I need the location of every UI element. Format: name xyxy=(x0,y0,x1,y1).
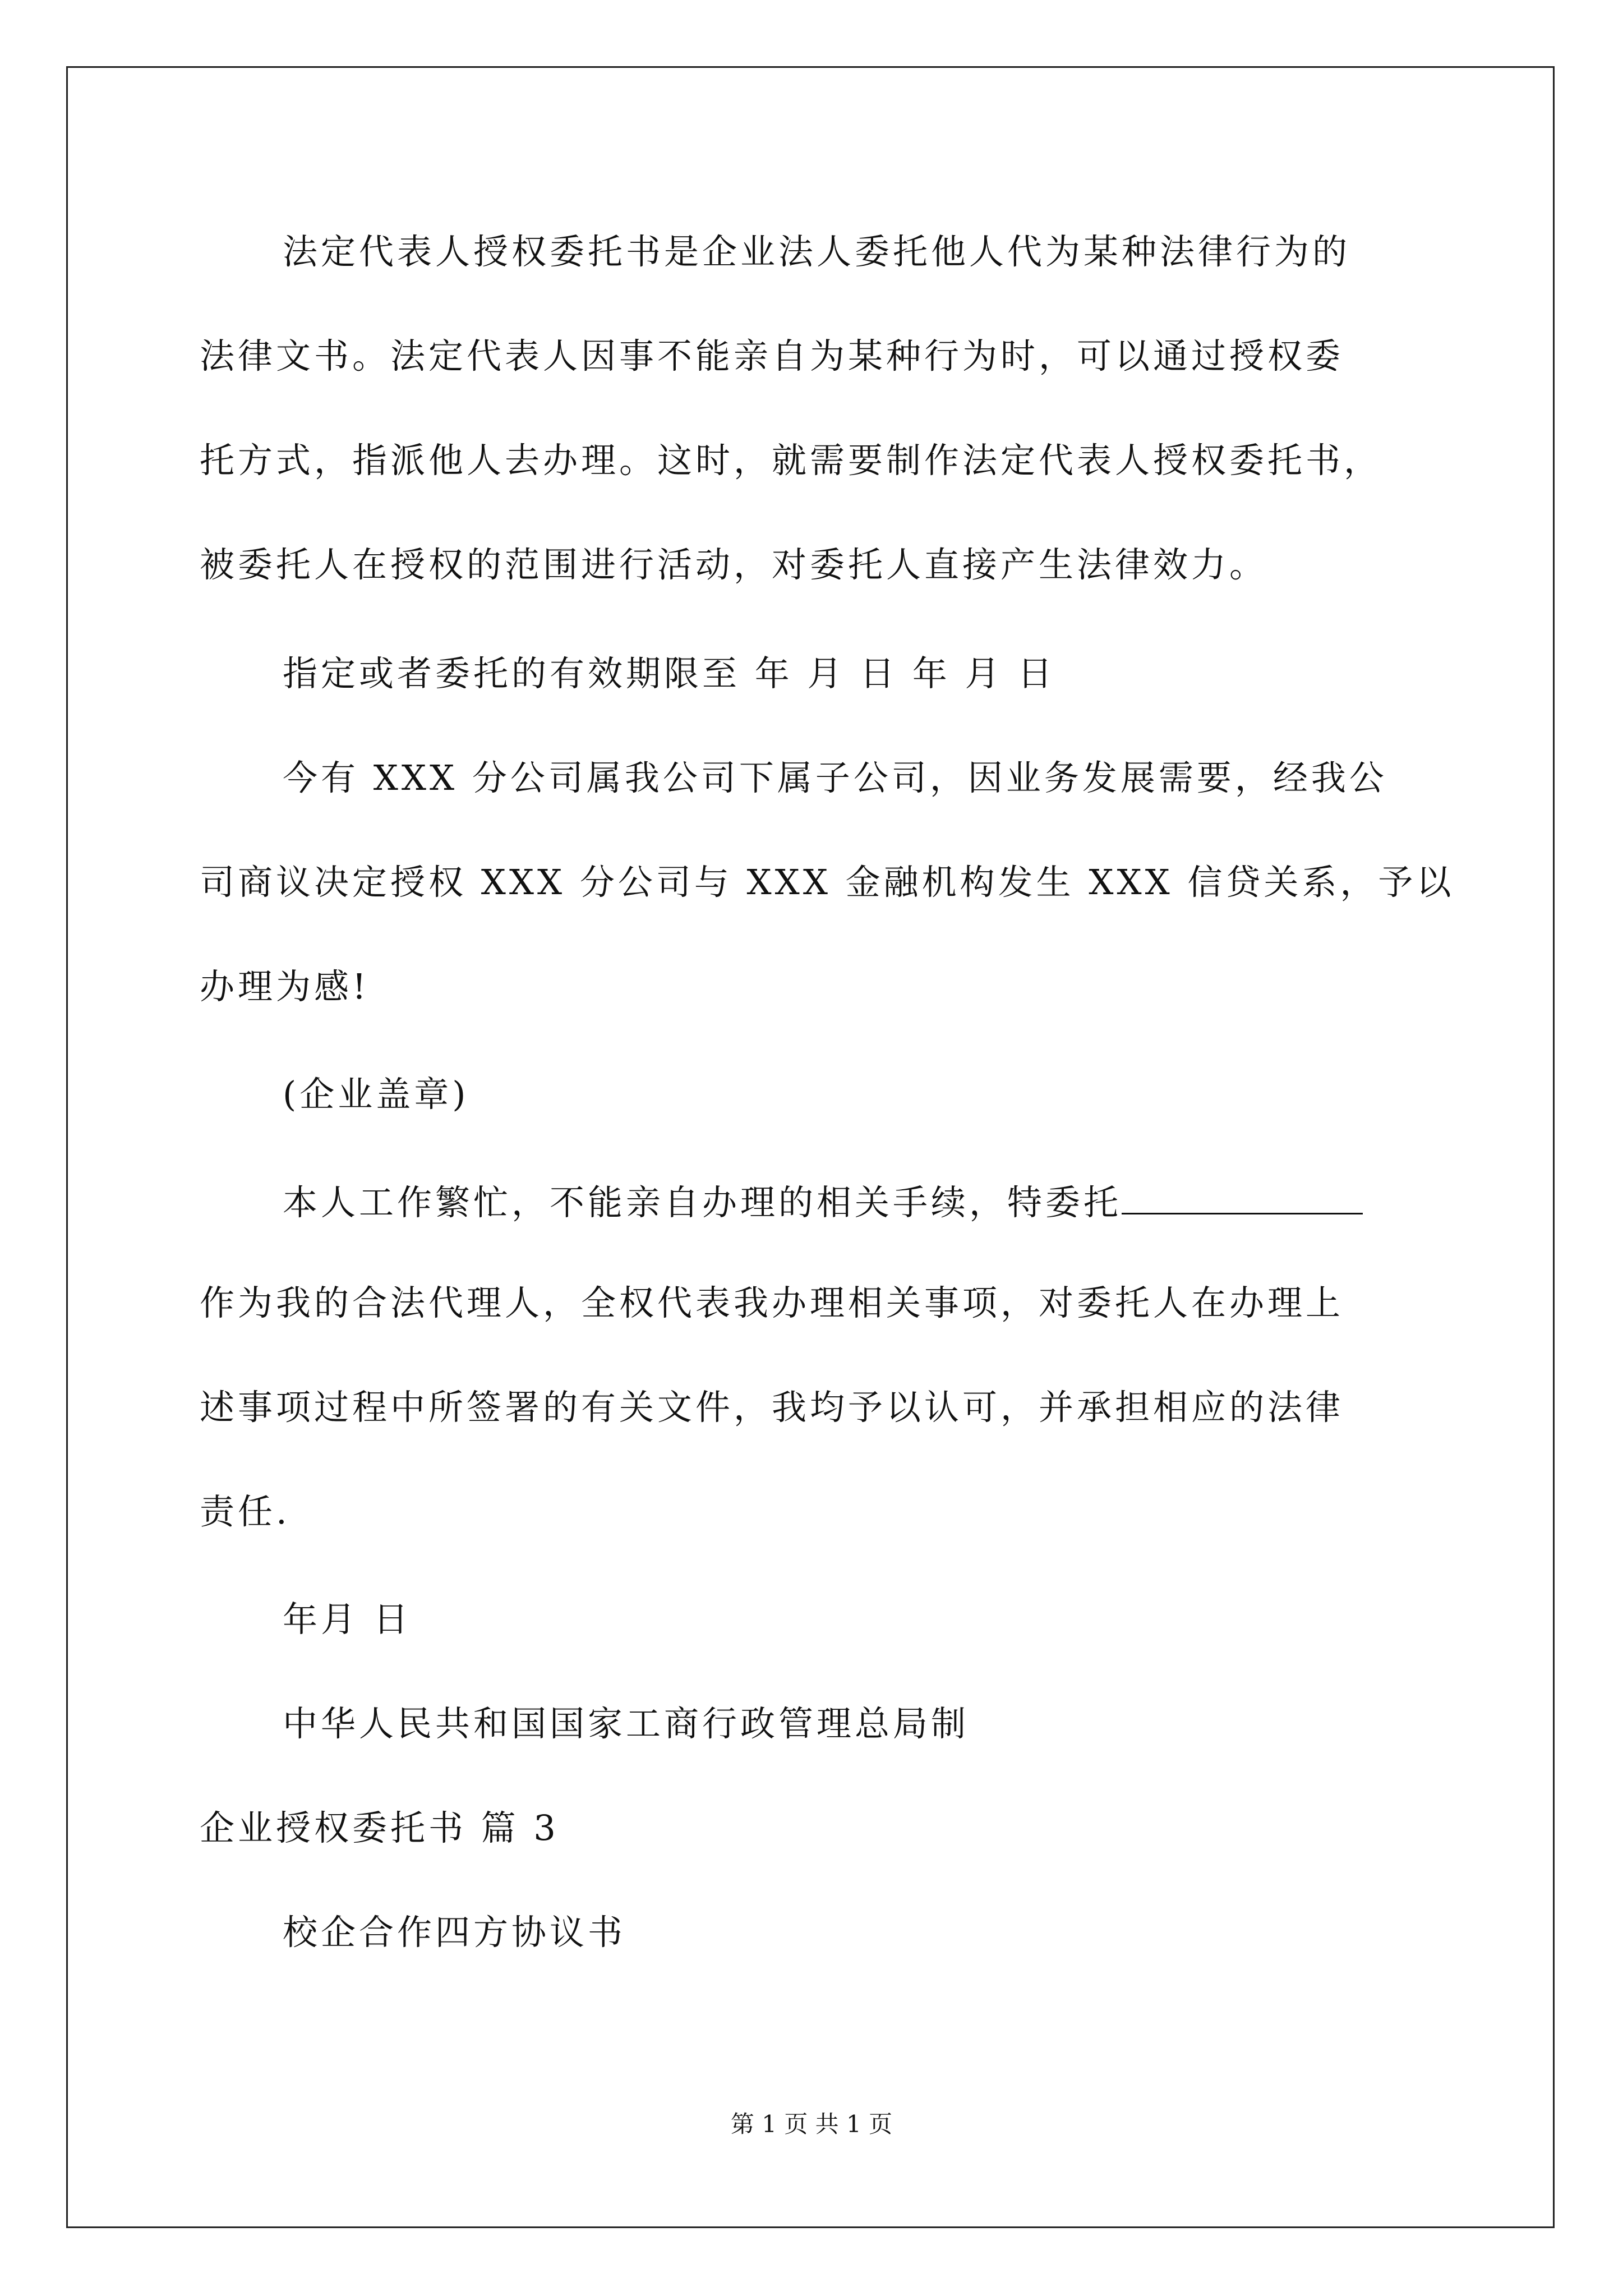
paragraph-2-line-2: 司商议决定授权 XXX 分公司与 XXX 金融机构发生 XXX 信贷关系，予以 xyxy=(200,862,1455,903)
trustee-blank xyxy=(1122,1181,1363,1214)
paragraph-3-line-1 xyxy=(283,1181,1363,1223)
paragraph-3-line-2: 作为我的合法代理人，全权代表我办理相关事项，对委托人在办理上 xyxy=(200,1282,1344,1323)
paragraph-3-line-1-text: 本人工作繁忙，不能亲自办理的相关手续，特委托 xyxy=(283,1182,1122,1223)
paragraph-1-line-1: 法定代表人授权委托书是企业法人委托他人代为某种法律行为的 xyxy=(283,231,1351,272)
page-number: 第 1 页 共 1 页 xyxy=(730,2110,893,2138)
date-line: 年月 日 xyxy=(283,1599,412,1640)
paragraph-1-line-3: 托方式，指派他人去办理。这时，就需要制作法定代表人授权委托书， xyxy=(200,440,1382,481)
paragraph-1-line-2: 法律文书。法定代表人因事不能亲自为某种行为时，可以通过授权委 xyxy=(200,335,1344,376)
page-border xyxy=(66,66,1555,2228)
issuer-line: 中华人民共和国国家工商行政管理总局制 xyxy=(283,1703,970,1744)
paragraph-2-line-1: 今有 XXX 分公司属我公司下属子公司，因业务发展需要，经我公 xyxy=(283,757,1387,798)
validity-line: 指定或者委托的有效期限至 年 月 日 年 月 日 xyxy=(283,653,1056,694)
paragraph-3-line-3: 述事项过程中所签署的有关文件，我均予以认可，并承担相应的法律 xyxy=(200,1387,1344,1428)
paragraph-1-line-4: 被委托人在授权的范围进行活动，对委托人直接产生法律效力。 xyxy=(200,544,1268,585)
paragraph-2-line-3: 办理为感! xyxy=(200,966,370,1007)
paragraph-3-line-4: 责任. xyxy=(200,1491,291,1532)
subtitle: 校企合作四方协议书 xyxy=(283,1912,626,1953)
section-title: 企业授权委托书 篇 3 xyxy=(200,1807,559,1848)
seal-line: (企业盖章) xyxy=(283,1074,469,1115)
